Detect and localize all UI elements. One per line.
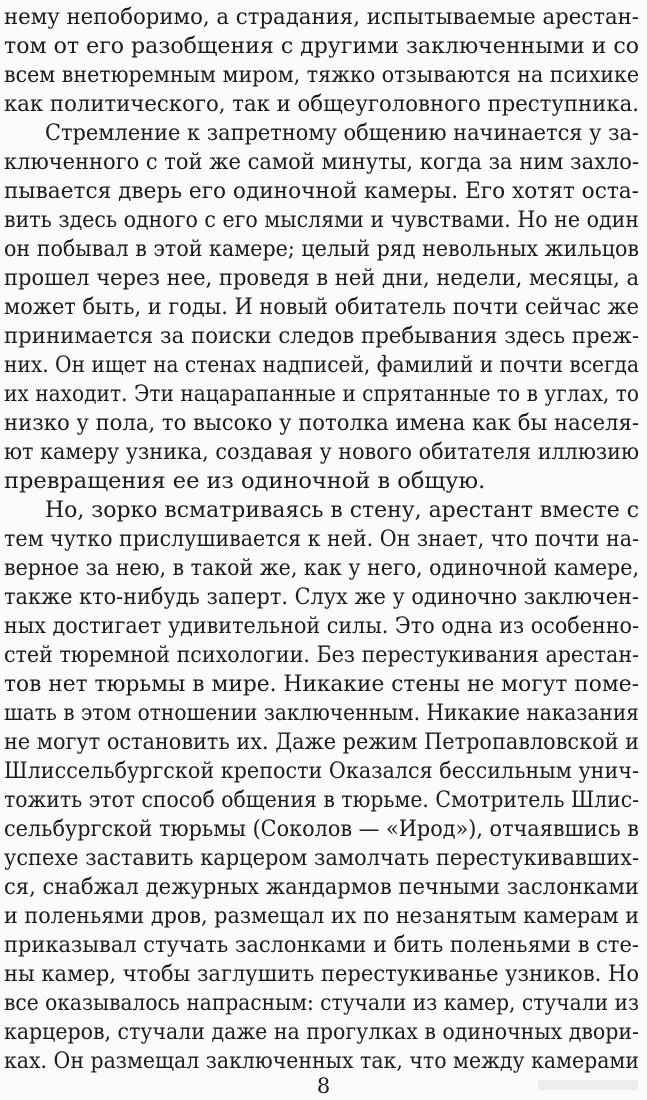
text-line: ны камер, чтобы заглушить перестукиванье узников. Но — [4, 961, 640, 987]
text-line: ках. Он размещал заключенных так, что между камерами — [4, 1048, 639, 1074]
text-line: верное за нею, в такой же, как у него, одиночной камере, — [4, 555, 640, 581]
text-line: их находит. Эти нацарапанные и спрятанные то в углах, то — [4, 381, 640, 407]
text-line: ных достигает удивительной силы. Это одна из особенно- — [4, 613, 640, 639]
text-line: ся, снабжал дежурных жандармов печными заслонками — [4, 874, 639, 900]
text-line: низко у пола, то высоко у потолка имена как бы населя- — [4, 410, 640, 436]
text-line: сельбургской тюрьмы (Соколов — «Ирод»), отчаявшись в — [4, 816, 639, 842]
text-line: и поленьями дров, размещал их по незанятым камерам и — [4, 903, 640, 929]
text-line: приказывал стучать заслонками и бить поленьями в сте- — [4, 932, 639, 958]
paragraph-start-line: Но, зорко всматриваясь в стену, арестант вместе с — [45, 497, 639, 523]
text-line: них. Он ищет на стенах надписей, фамилий и почти всегда — [4, 352, 639, 378]
text-line: ключенного с той же самой минуты, когда за ним захло- — [4, 149, 639, 175]
text-line: он побывал в этой камере; целый ряд невольных жильцов — [4, 236, 639, 262]
text-line: стей тюремной психологии. Без перестукивания арестан- — [4, 642, 640, 668]
text-line: как политического, так и общеуголовного преступника. — [4, 91, 639, 117]
text-line: Шлиссельбургской крепости Оказался бессильным унич- — [4, 758, 639, 784]
paragraph-start-line: Стремление к запретному общению начинается у за- — [45, 120, 639, 146]
text-line: прошел через нее, проведя в ней дни, недели, месяцы, а — [4, 265, 640, 291]
text-line: принимается за поиски следов пребывания здесь преж- — [4, 323, 640, 349]
text-line: может быть, и годы. И новый обитатель почти сейчас же — [4, 294, 640, 320]
text-line: нему непоборимо, а страдания, испытываемые арестан- — [4, 4, 639, 30]
text-line: успехе заставить карцером замолчать перестукивавших- — [4, 845, 640, 871]
watermark — [538, 1080, 638, 1090]
text-line: все оказывалось напрасным: стучали из камер, стучали из — [4, 990, 639, 1016]
text-line: также кто-нибудь заперт. Слух же у одиночно заключен- — [4, 584, 639, 610]
text-line: ют камеру узника, создавая у нового обитателя иллюзию — [4, 439, 640, 465]
text-line: превращения ее из одиночной в общую. — [4, 468, 486, 494]
text-line: не могут остановить их. Даже режим Петропавловской и — [4, 729, 639, 755]
text-line: вить здесь одного с его мыслями и чувствами. Но не один — [4, 207, 640, 233]
text-line: пывается дверь его одиночной камеры. Его хотят оста- — [4, 178, 639, 204]
text-line: всем внетюремным миром, тяжко отзываются на психике — [4, 62, 640, 88]
text-line: том от его разобщения с другими заключенными и со — [4, 33, 640, 59]
text-line: тожить этот способ общения в тюрьме. Смотритель Шлис- — [4, 787, 640, 813]
text-line: карцеров, стучали даже на прогулках в одиночных двори- — [4, 1019, 639, 1045]
text-line: тов нет тюрьмы в мире. Никакие стены не могут поме- — [4, 671, 639, 697]
page-number: 8 — [316, 1074, 331, 1098]
text-line: тем чутко прислушивается к ней. Он знает, что почти на- — [4, 526, 639, 552]
text-line: шать в этом отношении заключенным. Никакие наказания — [4, 700, 639, 726]
